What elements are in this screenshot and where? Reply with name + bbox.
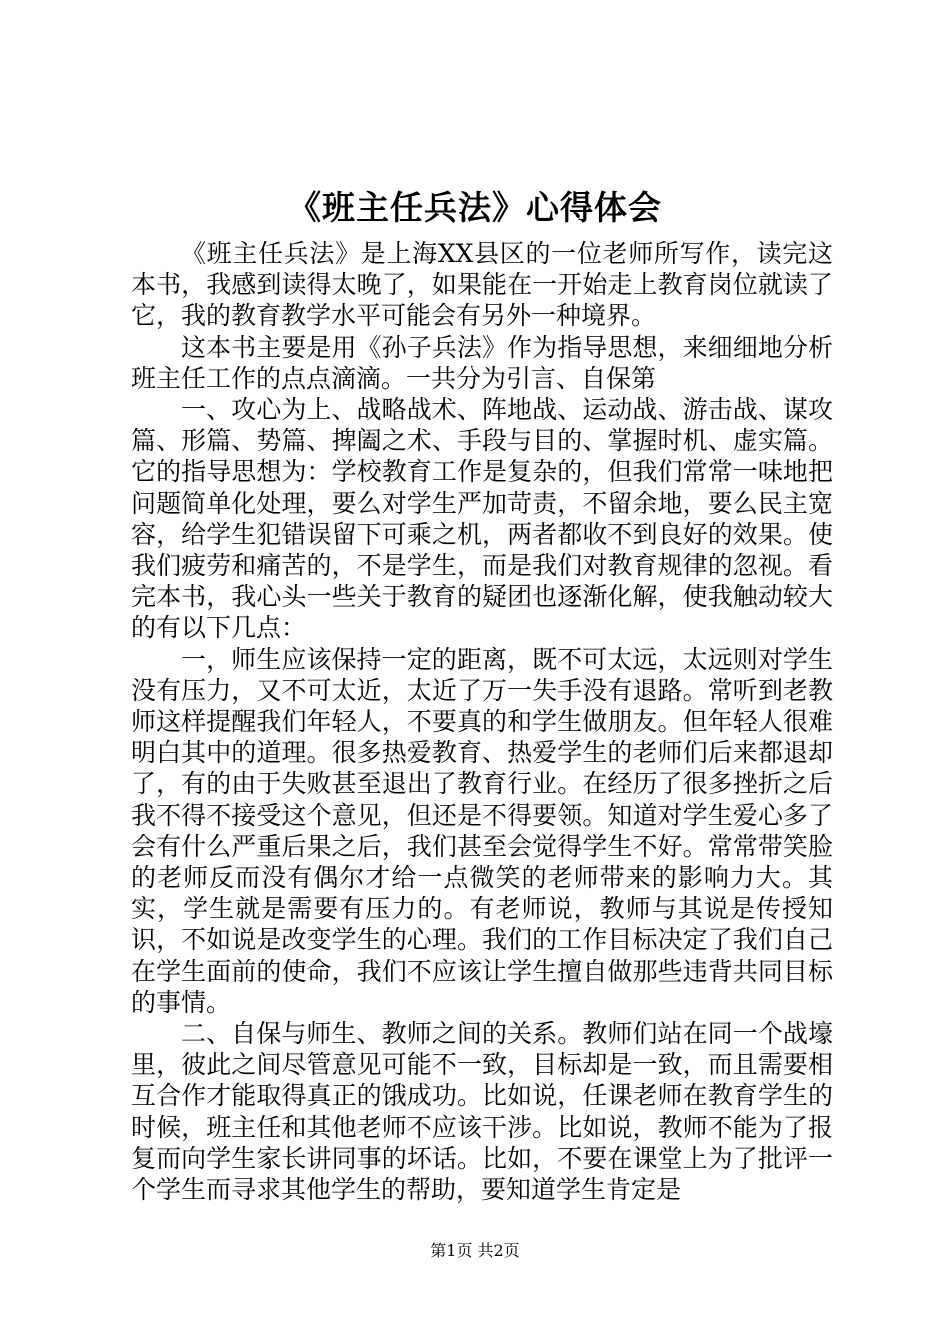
paragraph-2: 这本书主要是用《孙子兵法》作为指导思想，来细细地分析班主任工作的点点滴滴。一共分为引言、自保第 [131, 332, 833, 393]
page-number-footer: 第1页 共2页 [430, 1241, 520, 1260]
paragraph-1: 《班主任兵法》是上海XX县区的一位老师所写作，读完这本书，我感到读得太晚了，如果能在一开始走上教育岗位就读了它，我的教育教学水平可能会有另外一种境界。 [131, 239, 833, 331]
document-title: 《班主任兵法》心得体会 [288, 188, 662, 227]
paragraph-5: 二、自保与师生、教师之间的关系。教师们站在同一个战壕里，彼此之间尽管意见可能不一致，目标却是一致，而且需要相互合作才能取得真正的饿成功。比如说，任课老师在教育学生的时候，班主任和其他老师不应该干涉。比如说，教师不能为了报复而向学生家长讲同事的坏话。比如，不要在课堂上为了批评一个学生而寻求其他学生的帮助，要知道学生肯定是 [131, 1019, 833, 1205]
paragraph-3: 一、攻心为上、战略战术、阵地战、运动战、游击战、谋攻篇、形篇、势篇、捭阖之术、手段与目的、掌握时机、虚实篇。它的指导思想为：学校教育工作是复杂的，但我们常常一味地把问题简单化处理，要么对学生严加苛责，不留余地，要么民主宽容，给学生犯错误留下可乘之机，两者都收不到良好的效果。使我们疲劳和痛苦的，不是学生，而是我们对教育规律的忽视。看完本书，我心头一些关于教育的疑团也逐渐化解，使我触动较大的有以下几点： [131, 395, 833, 643]
document-body [131, 238, 833, 1205]
paragraph-4: 一，师生应该保持一定的距离，既不可太远，太远则对学生没有压力，又不可太近，太近了万一失手没有退路。常听到老教师这样提醒我们年轻人，不要真的和学生做朋友。但年轻人很难明白其中的道理。很多热爱教育、热爱学生的老师们后来都退却了，有的由于失败甚至退出了教育行业。在经历了很多挫折之后我不得不接受这个意见，但还是不得要领。知道对学生爱心多了会有什么严重后果之后，我们甚至会觉得学生不好。常常带笑脸的老师反而没有偶尔才给一点微笑的老师带来的影响力大。其实，学生就是需要有压力的。有老师说，教师与其说是传授知识，不如说是改变学生的心理。我们的工作目标决定了我们自己在学生面前的使命，我们不应该让学生擅自做那些违背共同目标的事情。 [131, 644, 833, 1017]
